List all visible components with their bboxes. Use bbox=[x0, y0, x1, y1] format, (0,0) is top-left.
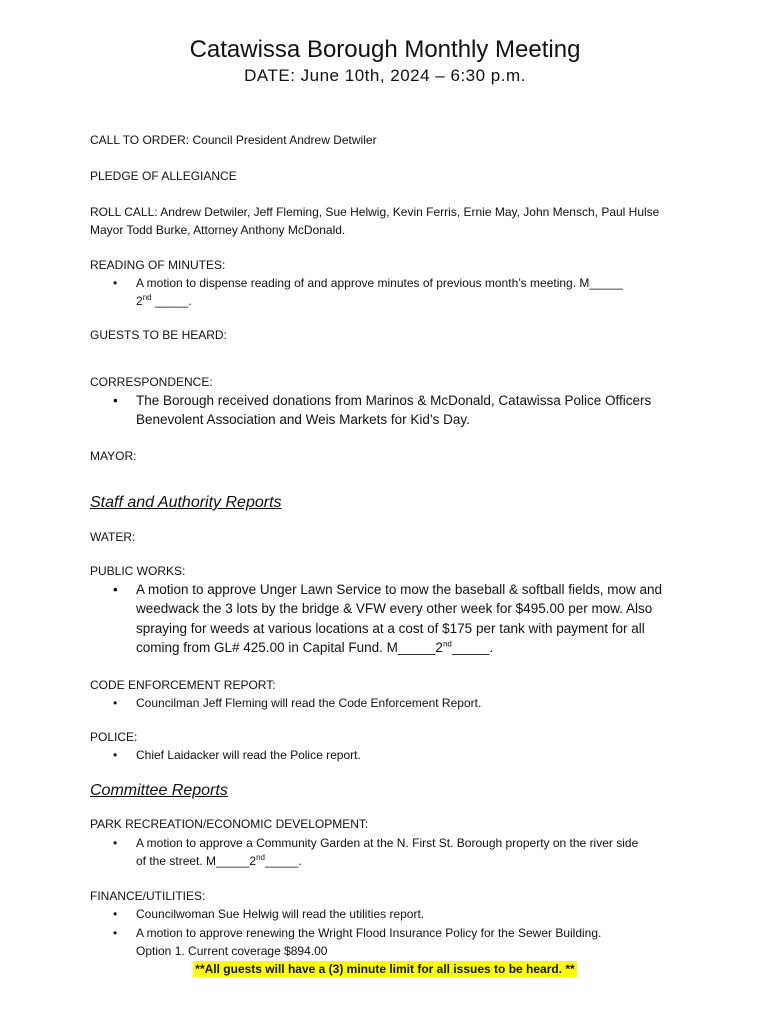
public-works-line-3: spraying for weeds at various locations at a cost of $175 per tank with payment for all bbox=[136, 621, 645, 636]
public-works-line-2: weedwack the 3 lots by the bridge & VFW every other week for $495.00 per mow. Also bbox=[136, 601, 653, 616]
code-enforcement-bullet: Councilman Jeff Fleming will read the Code Enforcement Report. bbox=[136, 696, 482, 710]
guest-time-limit-note bbox=[0, 960, 770, 978]
finance-utilities-heading: FINANCE/UTILITIES: bbox=[90, 889, 206, 903]
park-bullet-line-1: A motion to approve a Community Garden at the N. First St. Borough property on the river side bbox=[136, 836, 639, 850]
police-heading: POLICE: bbox=[90, 730, 138, 744]
water-heading: WATER: bbox=[90, 530, 136, 544]
public-works-line-4: coming from GL# 425.00 in Capital Fund. M_____2nd_____. bbox=[136, 639, 494, 655]
highlighted-footer-text: **All guests will have a (3) minute limit for all issues to be heard. ** bbox=[195, 962, 575, 976]
call-to-order: CALL TO ORDER: Council President Andrew Detwiler bbox=[90, 133, 377, 147]
police-bullet: Chief Laidacker will read the Police report. bbox=[136, 748, 361, 762]
bullet-icon: • bbox=[113, 582, 118, 597]
bullet-icon: • bbox=[113, 696, 118, 710]
minutes-heading: READING OF MINUTES: bbox=[90, 258, 226, 272]
code-enforcement-heading: CODE ENFORCEMENT REPORT: bbox=[90, 678, 276, 692]
pledge-of-allegiance: PLEDGE OF ALLEGIANCE bbox=[90, 169, 237, 183]
park-recreation-heading: PARK RECREATION/ECONOMIC DEVELOPMENT: bbox=[90, 817, 369, 831]
mayor-heading: MAYOR: bbox=[90, 449, 137, 463]
finance-bullet-1: Councilwoman Sue Helwig will read the utilities report. bbox=[136, 907, 425, 921]
public-works-heading: PUBLIC WORKS: bbox=[90, 564, 186, 578]
correspondence-heading: CORRESPONDENCE: bbox=[90, 375, 213, 389]
bullet-icon: • bbox=[113, 276, 118, 290]
correspondence-bullet-line-2: Benevolent Association and Weis Markets for Kid’s Day. bbox=[136, 412, 470, 427]
bullet-icon: • bbox=[113, 926, 118, 940]
correspondence-bullet-line-1: The Borough received donations from Marinos & McDonald, Catawissa Police Officers bbox=[136, 393, 652, 408]
bullet-icon: • bbox=[113, 748, 118, 762]
bullet-icon: • bbox=[113, 393, 118, 408]
finance-bullet-2-continuation: Option 1. Current coverage $894.00 bbox=[136, 944, 328, 958]
minutes-bullet-text: A motion to dispense reading of and approve minutes of previous month’s meeting. M_____ bbox=[136, 276, 623, 290]
bullet-icon: • bbox=[113, 907, 118, 921]
finance-bullet-2: A motion to approve renewing the Wright Flood Insurance Policy for the Sewer Building. bbox=[136, 926, 602, 940]
park-bullet-line-2: of the street. M_____2nd_____. bbox=[136, 853, 302, 868]
public-works-line-1: A motion to approve Unger Lawn Service to mow the baseball & softball fields, mow and bbox=[136, 582, 663, 597]
staff-reports-heading: Staff and Authority Reports bbox=[90, 494, 282, 511]
committee-reports-heading: Committee Reports bbox=[90, 782, 228, 799]
bullet-icon: • bbox=[113, 836, 118, 850]
page-title: Catawissa Borough Monthly Meeting bbox=[189, 36, 581, 63]
roll-call-line-1: ROLL CALL: Andrew Detwiler, Jeff Fleming, Sue Helwig, Kevin Ferris, Ernie May, John Mensch, Paul Hulse bbox=[90, 205, 660, 219]
guests-heading: GUESTS TO BE HEARD: bbox=[90, 328, 227, 342]
roll-call-line-2: Mayor Todd Burke, Attorney Anthony McDonald. bbox=[90, 223, 346, 237]
minutes-bullet-continuation: 2nd _____. bbox=[136, 293, 192, 308]
meeting-date: DATE: June 10th, 2024 – 6:30 p.m. bbox=[244, 66, 526, 85]
